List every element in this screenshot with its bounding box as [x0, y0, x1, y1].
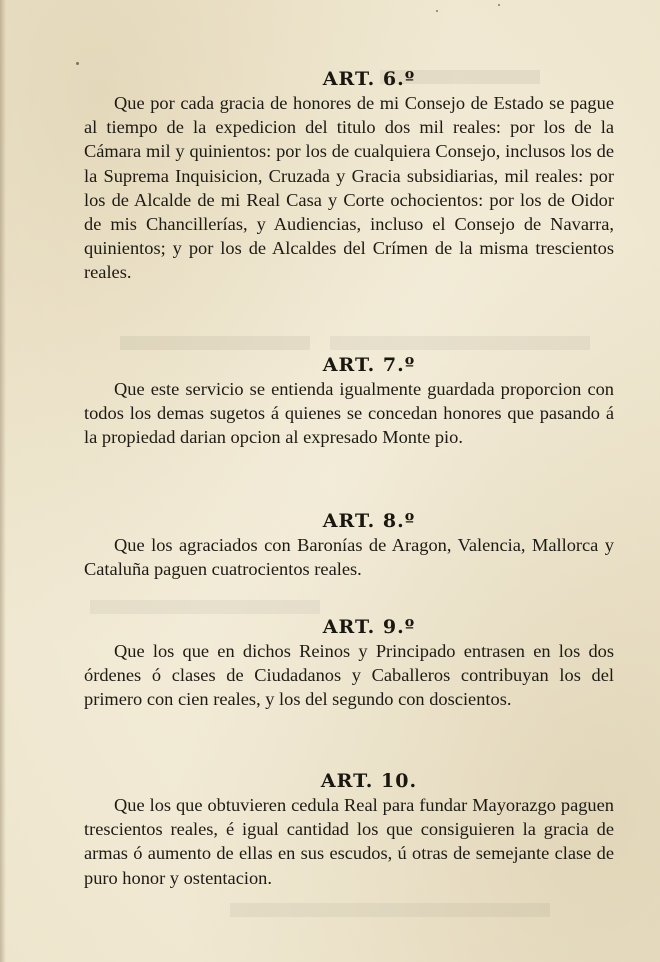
article-heading: ART. 9.º [322, 616, 416, 638]
article-body: Que por cada gracia de honores de mi Consejo de Estado se pague al tiempo de la expedicion del titulo dos mil reales: por los de la Cámara mil y quinientos: por los de cualquiera Consejo, inclusos los de la Suprema Inquisicion, Cruzada y Gracia subsidiarias, mil reales: por los de Alcalde de mi Real Casa y Corte ochocientos: por los de Oidor de mis Chancillerías, y Audiencias, incluso el Consejo de Navarra, quinientos; y por los de Alcaldes del Crímen de la misma trescientos reales. [84, 93, 614, 283]
ink-speck [76, 62, 79, 65]
article-9 [84, 615, 614, 712]
article-8 [84, 509, 614, 581]
article-body: Que los agraciados con Baronías de Aragon, Valencia, Mallorca y Cataluña paguen cuatrocientos reales. [84, 535, 614, 580]
article-heading: ART. 7.º [322, 354, 416, 376]
ink-speck [498, 4, 500, 6]
article-body: Que los que obtuvieren cedula Real para fundar Mayorazgo paguen trescientos reales, é igual cantidad los que consiguieren la gracia de armas ó aumento de ellas en sus escudos, ú otras de semejante clase de puro honor y ostentacion. [84, 795, 614, 888]
article-heading: ART. 6.º [322, 68, 416, 90]
article-10 [84, 769, 614, 890]
article-heading: ART. 8.º [322, 510, 416, 532]
page-fold-shadow [0, 0, 6, 962]
article-7 [84, 353, 614, 450]
bleed-through [230, 903, 550, 917]
bleed-through [120, 336, 310, 350]
article-6 [84, 67, 614, 285]
bleed-through [90, 600, 320, 614]
article-heading: ART. 10. [320, 770, 418, 792]
article-body: Que este servicio se entienda igualmente guardada proporcion con todos los demas sugetos á quienes se concedan honores que pasando á la propiedad darian opcion al expresado Monte pio. [84, 379, 614, 448]
bleed-through [330, 336, 590, 350]
article-body: Que los que en dichos Reinos y Principado entrasen en los dos órdenes ó clases de Ciudadanos y Caballeros contribuyan los del primero con cien reales, y los del segundo con doscientos. [84, 641, 614, 710]
ink-speck [436, 10, 438, 12]
